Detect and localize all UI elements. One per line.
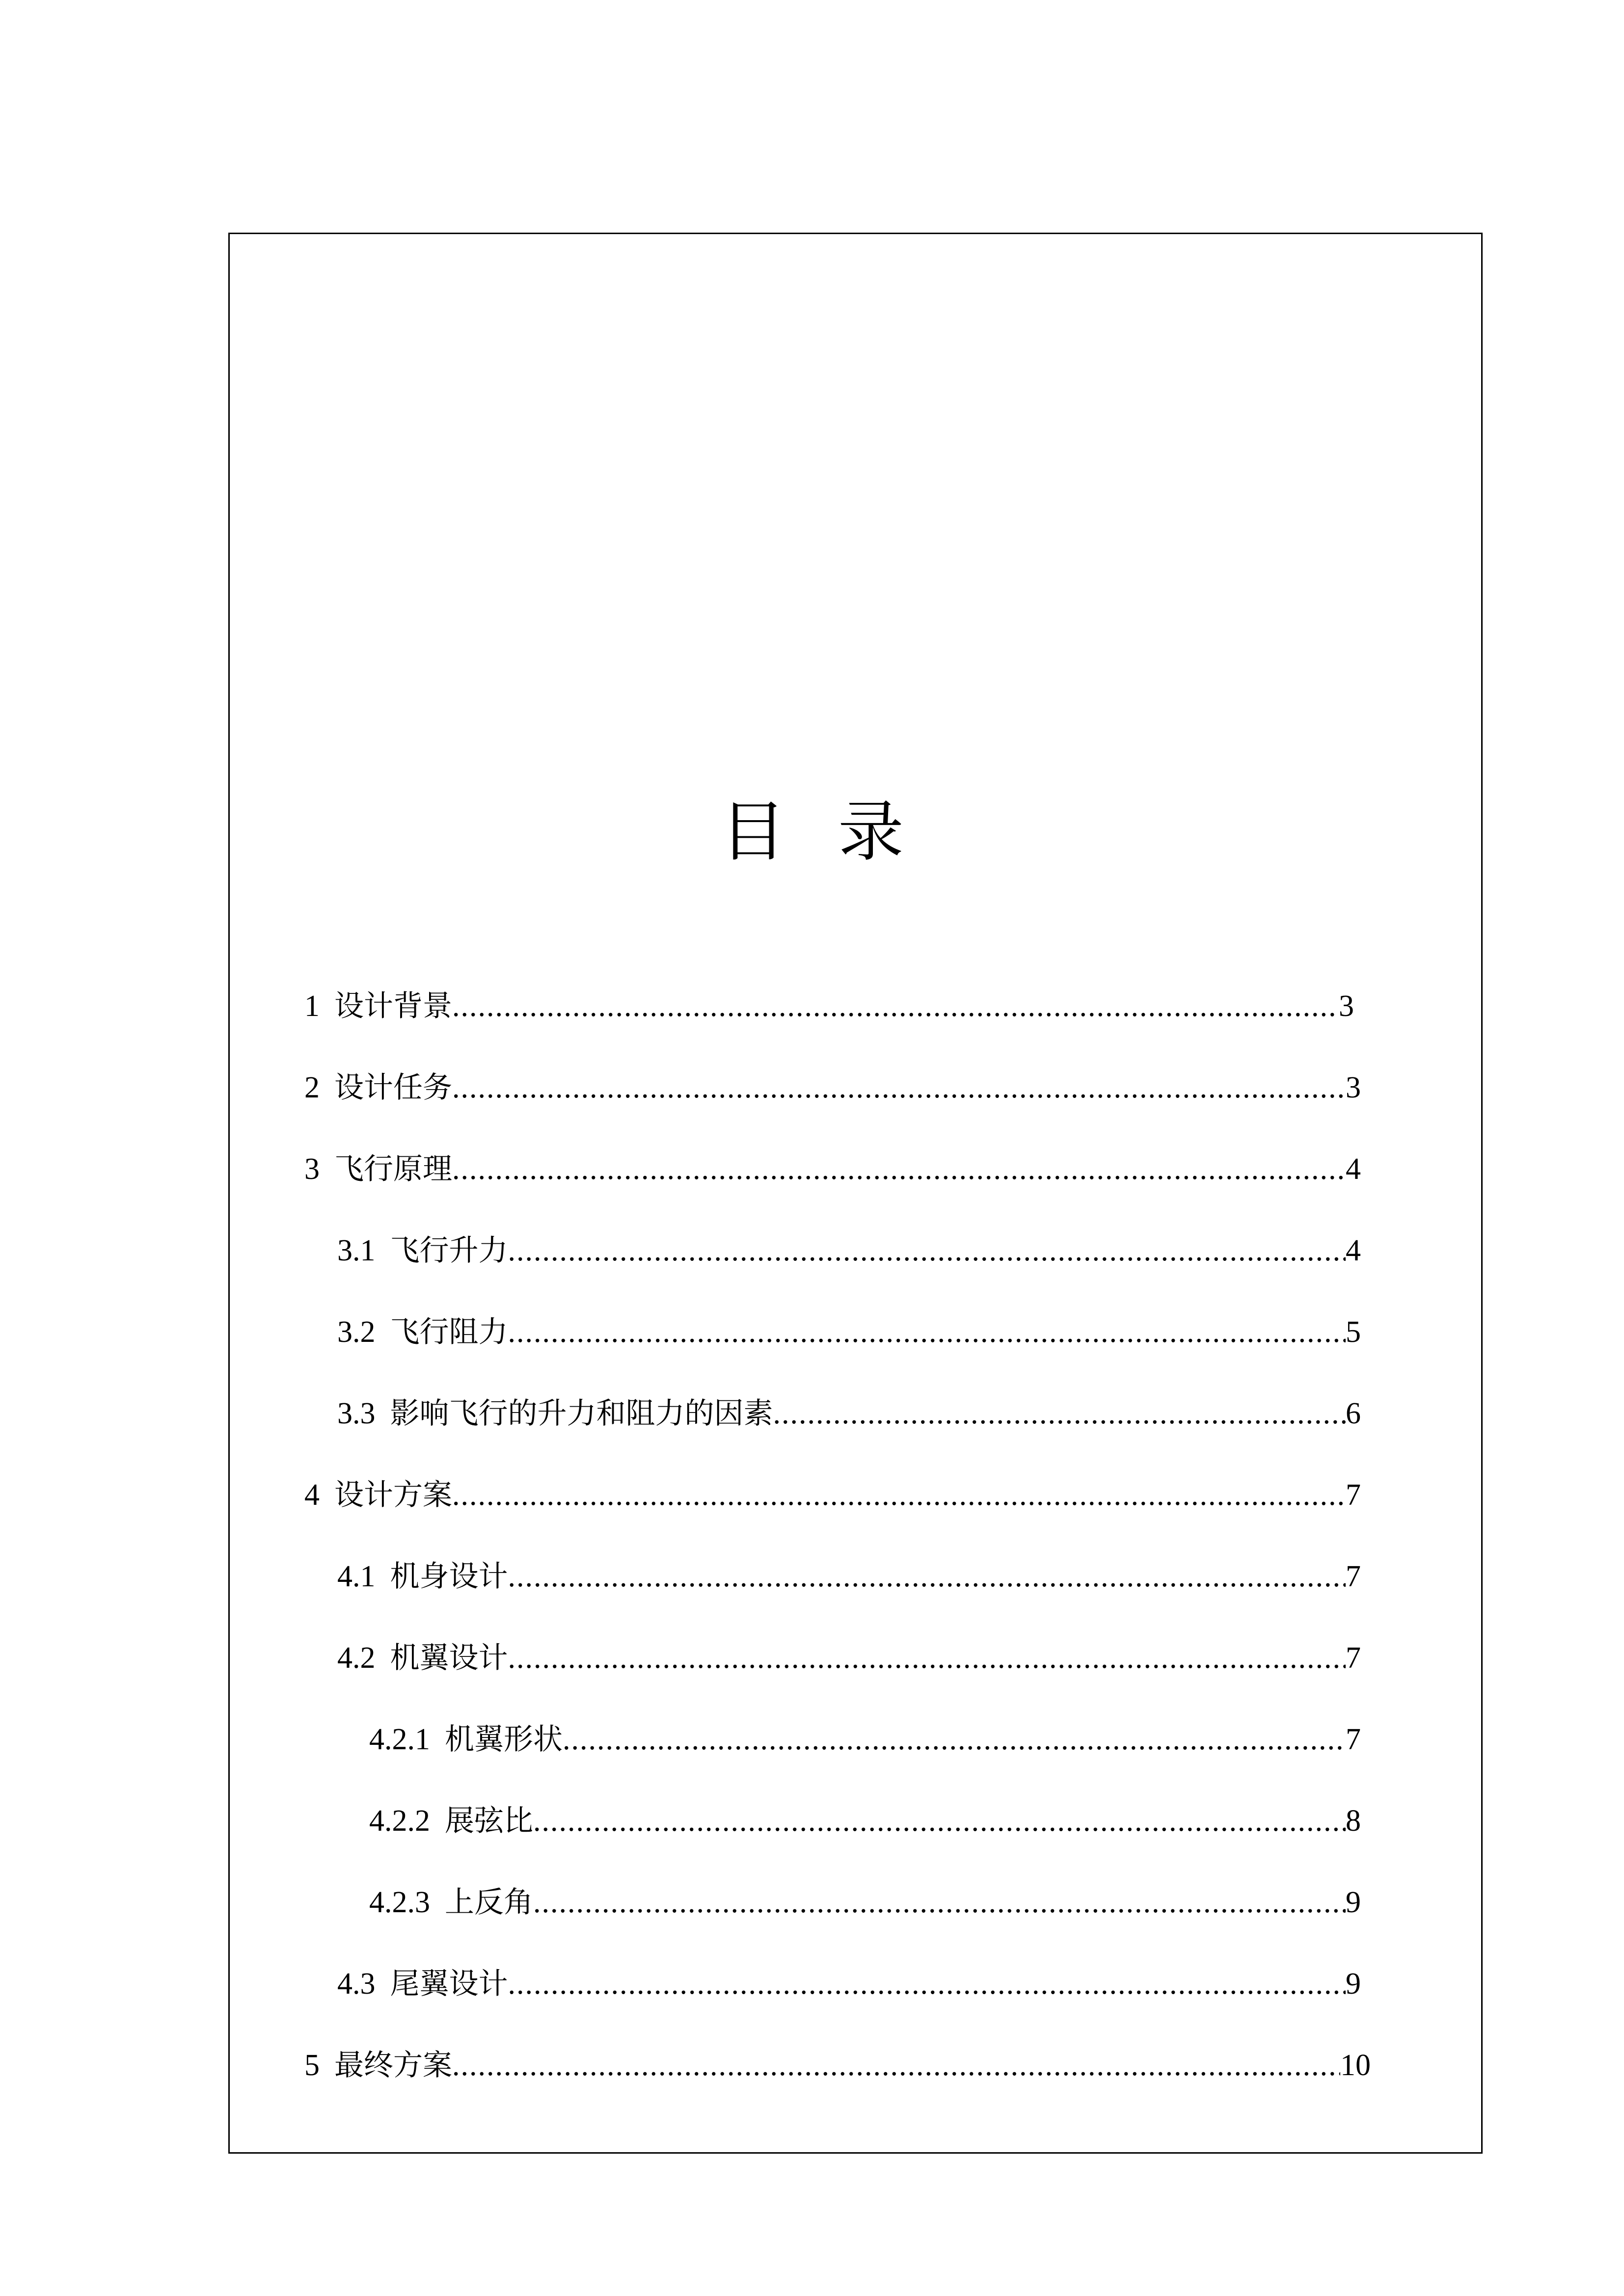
toc-entry-3[interactable] — [304, 1147, 1361, 1191]
toc-leader-dots — [508, 1962, 1346, 2006]
toc-entry-page: 7 — [1346, 1478, 1361, 1512]
toc-leader-dots — [452, 2043, 1340, 2087]
toc-leader-dots — [452, 984, 1339, 1028]
toc-entry-text: 影响飞行的升力和阻力的因素 — [390, 1396, 773, 1431]
toc-leader-dots — [452, 1473, 1346, 1517]
toc-entry-number: 3.2 — [337, 1315, 376, 1349]
toc-entry-number: 1 — [304, 989, 320, 1023]
toc-entry-page: 7 — [1346, 1723, 1361, 1756]
toc-leader-dots — [533, 1880, 1346, 1924]
toc-title-char-1: 目 — [720, 794, 786, 870]
toc-entry-page: 7 — [1346, 1560, 1361, 1593]
toc-entry-number: 4.2 — [337, 1641, 376, 1675]
toc-entry-number: 3.1 — [337, 1234, 376, 1267]
toc-entry-9[interactable] — [337, 1636, 1361, 1680]
toc-entry-7[interactable] — [304, 1473, 1361, 1517]
toc-entry-text: 飞行原理 — [334, 1152, 452, 1186]
toc-entry-page: 9 — [1346, 1886, 1361, 1919]
toc-entry-text: 机翼形状 — [445, 1722, 563, 1757]
toc-title-char-2: 录 — [838, 794, 904, 870]
toc-leader-dots — [508, 1310, 1346, 1354]
toc-entry-text: 设计任务 — [334, 1070, 452, 1105]
toc-entry-page: 4 — [1346, 1234, 1361, 1267]
toc-entry-text: 最终方案 — [334, 2048, 452, 2082]
toc-leader-dots — [773, 1391, 1346, 1436]
toc-entry-14[interactable] — [304, 2043, 1371, 2087]
toc-entry-number: 5 — [304, 2049, 320, 2082]
toc-leader-dots — [508, 1228, 1346, 1273]
toc-entry-text: 展弦比 — [445, 1804, 533, 1838]
toc-entry-6[interactable] — [337, 1391, 1361, 1436]
toc-entry-page: 6 — [1346, 1397, 1361, 1430]
toc-entry-13[interactable] — [337, 1962, 1361, 2006]
toc-entry-number: 4.3 — [337, 1967, 376, 2001]
toc-entry-text: 尾翼设计 — [390, 1967, 508, 2001]
toc-entry-text: 设计方案 — [334, 1478, 452, 1512]
toc-entry-page: 10 — [1340, 2049, 1371, 2082]
toc-entry-number: 4.2.1 — [369, 1723, 430, 1756]
toc-entry-number: 2 — [304, 1071, 320, 1104]
toc-entry-2[interactable] — [304, 1066, 1361, 1110]
toc-entry-text: 上反角 — [445, 1885, 533, 1920]
toc-entry-5[interactable] — [337, 1310, 1361, 1354]
toc-entry-page: 5 — [1346, 1315, 1361, 1349]
toc-entry-text: 机身设计 — [390, 1559, 508, 1594]
toc-entry-page: 8 — [1346, 1804, 1361, 1838]
toc-entry-4[interactable] — [337, 1228, 1361, 1273]
toc-entry-number: 4 — [304, 1478, 320, 1512]
toc-entry-1[interactable] — [304, 984, 1354, 1028]
toc-leader-dots — [452, 1066, 1346, 1110]
toc-entry-12[interactable] — [369, 1880, 1361, 1924]
toc-entry-page: 7 — [1346, 1641, 1361, 1675]
toc-entry-number: 4.1 — [337, 1560, 376, 1593]
toc-entry-page: 3 — [1346, 1071, 1361, 1104]
toc-entry-text: 设计背景 — [334, 989, 452, 1023]
toc-entry-text: 机翼设计 — [390, 1641, 508, 1675]
toc-entry-number: 4.2.3 — [369, 1886, 430, 1919]
toc-entry-page: 3 — [1339, 989, 1354, 1023]
toc-entry-page: 9 — [1346, 1967, 1361, 2001]
toc-leader-dots — [533, 1799, 1346, 1843]
toc-entry-page: 4 — [1346, 1152, 1361, 1186]
toc-entry-number: 4.2.2 — [369, 1804, 430, 1838]
toc-entry-number: 3.3 — [337, 1397, 376, 1430]
toc-leader-dots — [508, 1554, 1346, 1599]
toc-leader-dots — [508, 1636, 1346, 1680]
toc-leader-dots — [452, 1147, 1346, 1191]
toc-entry-text: 飞行阻力 — [390, 1315, 508, 1349]
toc-entry-11[interactable] — [369, 1799, 1361, 1843]
toc-entry-8[interactable] — [337, 1554, 1361, 1599]
toc-entry-10[interactable] — [369, 1717, 1361, 1762]
toc-leader-dots — [563, 1717, 1346, 1762]
toc-entry-number: 3 — [304, 1152, 320, 1186]
toc-entry-text: 飞行升力 — [390, 1233, 508, 1268]
